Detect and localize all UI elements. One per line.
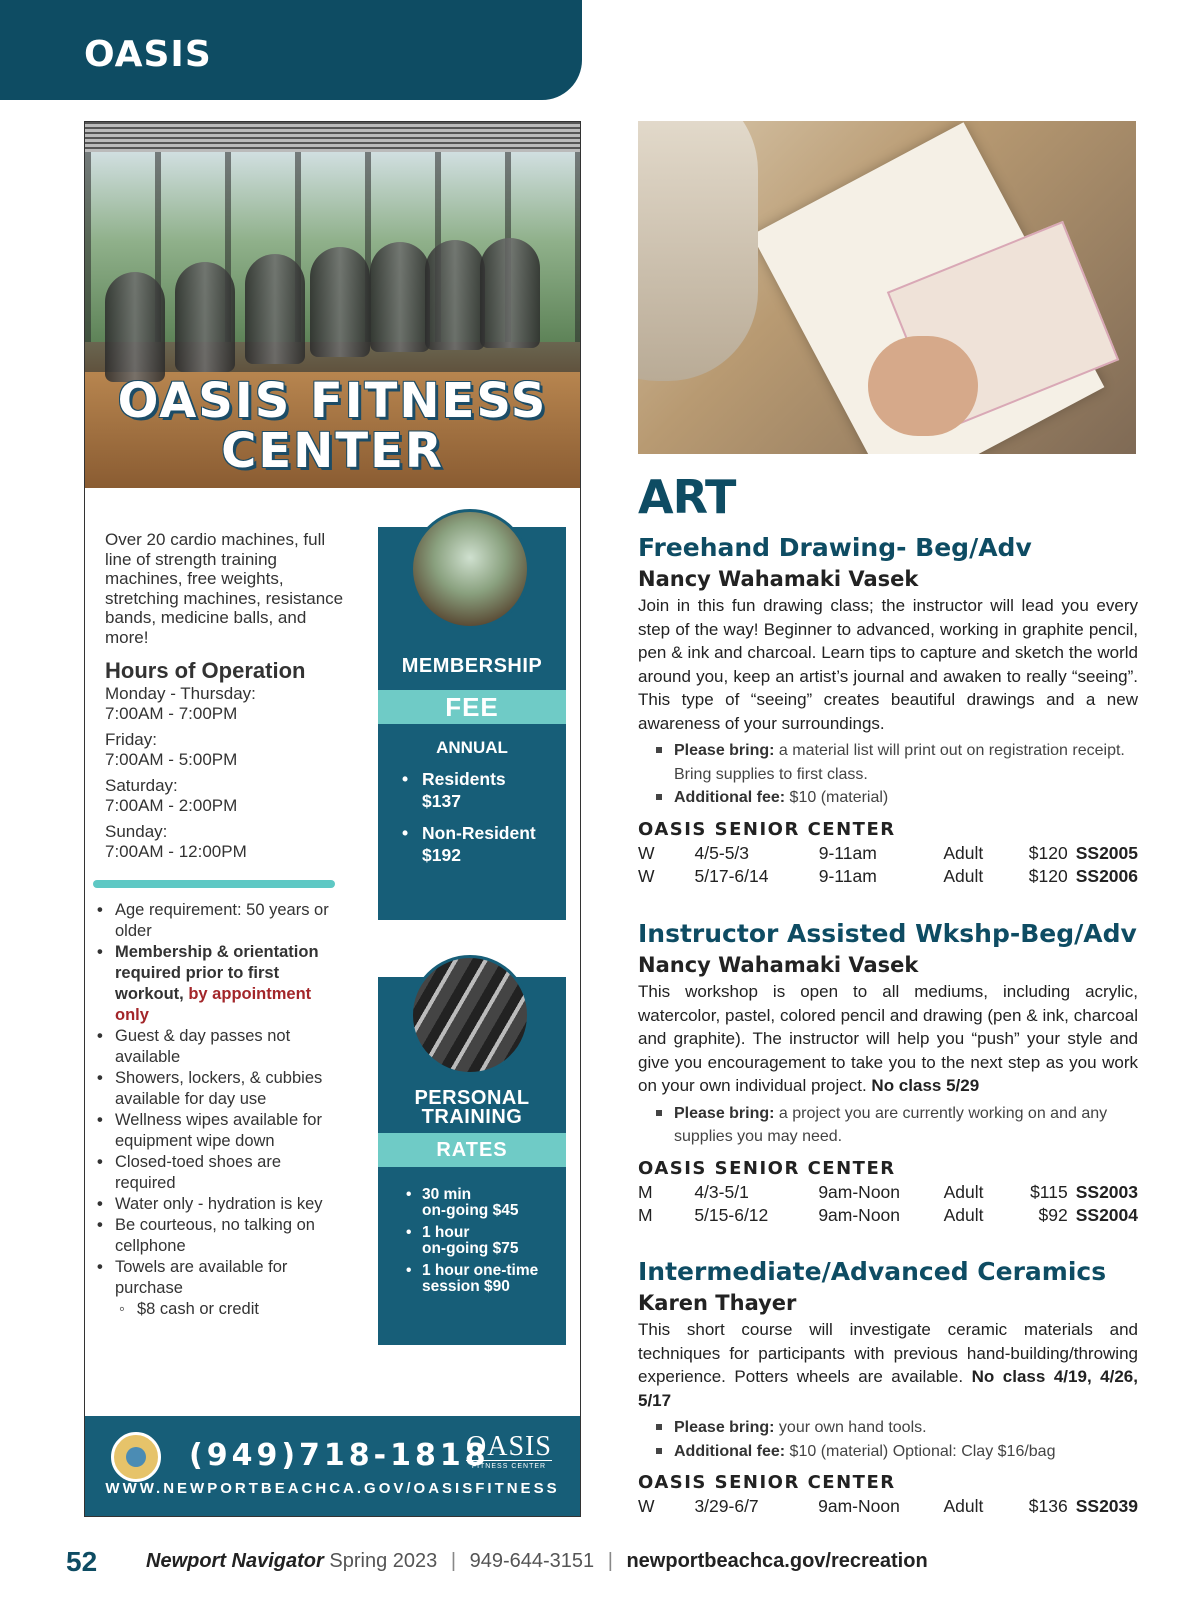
cardio-photo [410,509,530,629]
membership-fee-panel [378,527,566,920]
ad-website: WWW.NEWPORTBEACHCA.GOV/OASISFITNESS [105,1480,560,1497]
course-description: Join in this fun drawing class; the instructor will lead you every step of the way! Beginner to advanced, working in graphite pencil, pen & ink and charcoal. Learn tips to capture and sketch the world around you, keep an artist’s journal and awaken to really “seeing”. This type of “seeing” creates beautiful drawings and a new awareness of your surroundings. [638,596,1138,733]
table-row: W 3/29-6/7 9am-Noon Adult $136 SS2039 [638,1496,1138,1516]
ad-footer [85,1416,580,1516]
ad-intro-text: Over 20 cardio machines, full line of strength training machines, free weights, stretching machines, resistance bands, medicine balls, and more! [105,530,344,647]
course-schedule [638,842,1138,888]
drawing-photo [638,121,1136,454]
rates-list: • 30 min on-going $45 • 1 hour on-going $75 • 1 hour one-time session $90 [406,1187,562,1301]
rules-list [97,900,342,1320]
page-number: 52 [66,1546,98,1577]
course-schedule [638,1181,1138,1227]
section-header-tab [0,0,582,100]
course-freehand-drawing [638,532,1138,888]
city-seal-icon [111,1432,161,1482]
table-row: M 4/3-5/1 9am-Noon Adult $115 SS2003 [638,1181,1138,1202]
course-ceramics [638,1256,1138,1518]
course-title: Freehand Drawing- Beg/Adv [638,533,1032,562]
table-row: M 5/15-6/12 9am-Noon Adult $92 SS2004 [638,1204,1138,1225]
season: Spring 2023 [329,1550,438,1572]
rule-towels: • Towels are available for purchase [97,1257,342,1299]
hours-list: Monday - Thursday: 7:00AM - 7:00PM Friday: 7:00AM - 5:00PM Saturday: 7:00AM - 2:00PM Sunday: 7:00AM - 12:00PM [105,684,256,861]
ad-title: OASIS FITNESS CENTER [117,373,548,479]
page-footer: Newport Navigator Spring 2023 | 949-644-3151 | newportbeachca.gov/recreation [146,1550,928,1572]
gym-photo [85,122,580,488]
table-row: W 5/17-6/14 9-11am Adult $120 SS2006 [638,865,1138,886]
course-notes: Please bring: a project you are currently working on and any supplies you may need. [656,1102,1138,1149]
rule-membership: • Membership & orientation required prior to first workout, by appointment only [97,942,342,1026]
rule-water: • Water only - hydration is key [97,1194,342,1215]
training-title: PERSONAL TRAINING [414,1087,530,1128]
section-title: ART [638,470,736,524]
footer-phone: 949-644-3151 [469,1550,595,1572]
course-instructor: Nancy Wahamaki Vasek [638,567,919,591]
course-notes: Please bring: your own hand tools. Additional fee: $10 (material) Optional: Clay $16/bag [656,1416,1138,1463]
course-location: OASIS SENIOR CENTER [638,818,896,840]
course-title: Instructor Assisted Wkshp-Beg/Adv [638,919,1137,948]
fee-list: • Residents $137 • Non-Resident $192 [402,768,562,876]
rule-courteous: • Be courteous, no talking on cellphone [97,1215,342,1257]
personal-training-panel [378,977,566,1345]
dumbbells-photo [410,955,530,1075]
course-location: OASIS SENIOR CENTER [638,1157,896,1179]
course-location: OASIS SENIOR CENTER [638,1472,896,1493]
membership-title: MEMBERSHIP [401,655,543,677]
course-description: This workshop is open to all mediums, including acrylic, watercolor, pastel, colored pencil and drawing (pen & ink, charcoal and graphite). The instructor will help you “push” your style and give you encouragement to take you to the next step as you work on your own individual project. No class 5/29 [638,982,1138,1095]
divider-bar [93,880,335,888]
footer-website: newportbeachca.gov/recreation [626,1550,928,1572]
course-notes: Please bring: a material list will print out on registration receipt. Bring supplies to first class. Additional fee: $10 (material) [656,739,1138,810]
rule-shoes: • Closed-toed shoes are required [97,1152,342,1194]
course-schedule [638,1495,1138,1518]
course-description: This short course will investigate ceramic materials and techniques for participants with previous hand-building/throwing experience. Potters wheels are available. No class 4/19, 4/26, 5/17 [638,1320,1138,1410]
rule-age: • Age requirement: 50 years or older [97,900,342,942]
oasis-logo: OASIS FITNESS CENTER [466,1431,552,1470]
rule-guest: • Guest & day passes not available [97,1026,342,1068]
ad-phone: (949)718-1818 [189,1438,490,1473]
course-instructor: Nancy Wahamaki Vasek [638,953,919,977]
course-instructor: Karen Thayer [638,1291,797,1315]
hours-heading: Hours of Operation [105,658,306,683]
table-row: W 4/5-5/3 9-11am Adult $120 SS2005 [638,842,1138,863]
course-title: Intermediate/Advanced Ceramics [638,1257,1107,1286]
rule-wipes: • Wellness wipes available for equipment wipe down [97,1110,342,1152]
rule-towels-price: ◦ $8 cash or credit [97,1299,342,1320]
publication-name: Newport Navigator [146,1550,324,1572]
course-instructor-assisted [638,918,1138,1227]
section-header-label: OASIS [84,34,212,75]
fee-band: FEE [378,690,566,724]
rates-band: RATES [378,1133,566,1167]
fitness-center-ad [84,121,581,1517]
annual-label: ANNUAL [436,738,508,757]
rule-showers: • Showers, lockers, & cubbies available for day use [97,1068,342,1110]
